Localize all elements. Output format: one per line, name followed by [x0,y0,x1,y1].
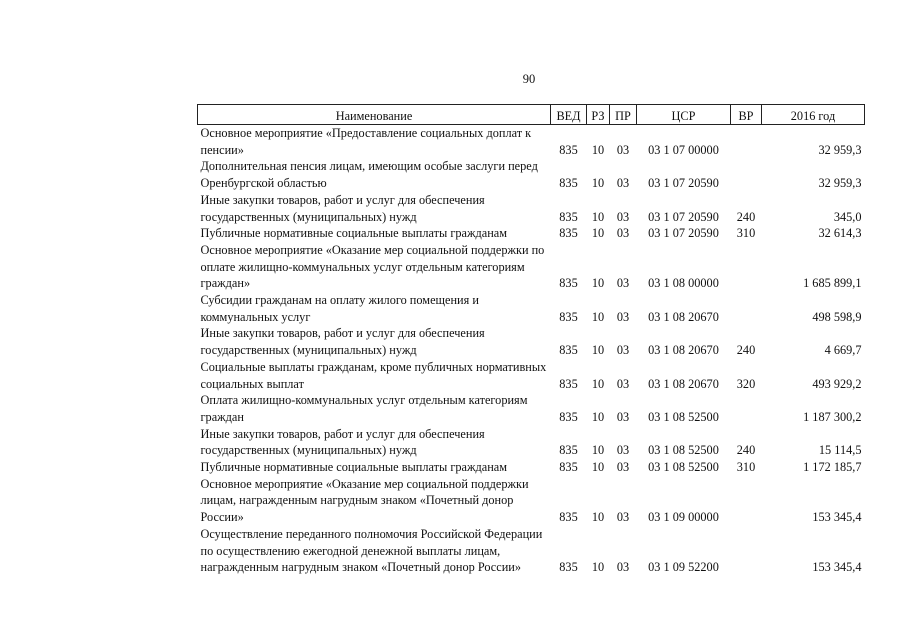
table-header [198,105,865,125]
cell-rz: 10 [591,176,605,191]
cell-name: Оплата жилищно-коммунальных услуг отдельным категориям граждан [200,393,528,424]
cell-pr: 03 [616,343,630,358]
cell-vr: 310 [736,460,756,475]
table-row [198,158,865,191]
cell-ved: 835 [559,276,578,291]
cell-rz: 10 [591,376,605,391]
table-row [198,225,865,242]
cell-ved: 835 [559,176,578,191]
cell-csr: 03 1 08 52500 [648,409,719,424]
cell-ved: 835 [559,560,578,575]
cell-rz: 10 [591,226,605,241]
cell-rz: 10 [591,309,605,324]
cell-amount: 1 685 899,1 [803,276,862,291]
table-row [198,192,865,225]
header-rz: РЗ [587,105,610,125]
cell-csr: 03 1 08 00000 [648,276,719,291]
cell-pr: 03 [616,510,630,525]
cell-pr: 03 [616,409,630,424]
cell-amount: 4 669,7 [824,343,862,358]
table-row [198,325,865,358]
header-name: Наименование [198,105,551,125]
table-row [198,242,865,292]
cell-amount: 1 172 185,7 [803,460,862,475]
cell-vr: 310 [736,226,756,241]
cell-rz: 10 [591,560,605,575]
cell-rz: 10 [591,276,605,291]
cell-pr: 03 [616,226,630,241]
cell-csr: 03 1 07 20590 [648,226,719,241]
cell-pr: 03 [616,209,630,224]
cell-amount: 32 959,3 [818,176,862,191]
table-row [198,526,865,576]
cell-name: Социальные выплаты гражданам, кроме публичных нормативных социальных выплат [200,359,547,391]
cell-pr: 03 [616,376,630,391]
header-ved: ВЕД [551,105,587,125]
cell-ved: 835 [559,443,578,458]
cell-vr: 240 [736,343,756,358]
header-year: 2016 год [762,105,865,125]
budget-table [197,104,865,576]
table-row [198,392,865,425]
cell-rz: 10 [591,443,605,458]
cell-ved: 835 [559,409,578,424]
header-vr: ВР [731,105,762,125]
cell-ved: 835 [559,510,578,525]
cell-csr: 03 1 07 20590 [648,176,719,191]
table-row [198,292,865,325]
cell-ved: 835 [559,376,578,391]
cell-vr [731,125,762,159]
cell-ved: 835 [559,142,578,157]
table-body [198,125,865,576]
cell-amount: 153 345,4 [812,560,862,575]
cell-ved: 835 [559,309,578,324]
cell-csr: 03 1 08 20670 [648,376,719,391]
cell-name: Основное мероприятие «Предоставление социальных доплат к пенсии» [200,126,532,157]
cell-csr: 03 1 07 20590 [648,209,719,224]
cell-amount: 345,0 [833,209,862,224]
cell-vr [731,526,762,576]
cell-name: Основное мероприятие «Оказание мер социальной поддержки лицам, награжденным нагрудным знаком «Почетный донор России» [200,476,529,525]
cell-ved: 835 [559,460,578,475]
cell-name: Иные закупки товаров, работ и услуг для обеспечения государственных (муниципальных) нужд [200,326,485,358]
cell-ved: 835 [559,209,578,224]
cell-vr: 240 [736,443,756,458]
cell-vr: 240 [736,209,756,224]
cell-vr [731,476,762,526]
cell-csr: 03 1 08 52500 [648,460,719,475]
header-csr: ЦСР [637,105,731,125]
page-number: 90 [522,72,536,86]
table-row [198,426,865,459]
cell-name: Иные закупки товаров, работ и услуг для обеспечения государственных (муниципальных) нужд [200,192,485,224]
cell-name: Публичные нормативные социальные выплаты гражданам [200,460,508,475]
table-row [198,459,865,476]
header-row [198,105,865,125]
cell-rz: 10 [591,209,605,224]
cell-name: Субсидии гражданам на оплату жилого помещения и коммунальных услуг [200,293,479,324]
cell-pr: 03 [616,460,630,475]
cell-name: Осуществление переданного полномочия Российской Федерации по осуществлению ежегодной денежной выплаты лицам, награжденным нагрудным знаком «Почетный донор России» [200,526,543,575]
cell-rz: 10 [591,409,605,424]
cell-ved: 835 [559,343,578,358]
cell-csr: 03 1 08 20670 [648,309,719,324]
cell-ved: 835 [559,226,578,241]
cell-vr [731,158,762,191]
cell-vr [731,242,762,292]
cell-amount: 32 614,3 [818,226,862,241]
cell-pr: 03 [616,560,630,575]
cell-csr: 03 1 08 52500 [648,443,719,458]
cell-csr: 03 1 09 00000 [648,510,719,525]
cell-pr: 03 [616,443,630,458]
cell-rz: 10 [591,142,605,157]
cell-pr: 03 [616,142,630,157]
cell-amount: 153 345,4 [812,510,862,525]
cell-name: Основное мероприятие «Оказание мер социальной поддержки по оплате жилищно-коммунальных услуг отдельным категориям граждан» [200,242,545,291]
cell-rz: 10 [591,510,605,525]
cell-name: Иные закупки товаров, работ и услуг для обеспечения государственных (муниципальных) нужд [200,426,485,458]
cell-pr: 03 [616,309,630,324]
cell-amount: 15 114,5 [818,443,862,458]
cell-csr: 03 1 09 52200 [648,560,719,575]
cell-rz: 10 [591,343,605,358]
cell-name: Дополнительная пенсия лицам, имеющим особые заслуги перед Оренбургской областью [200,159,538,191]
cell-vr [731,292,762,325]
cell-pr: 03 [616,176,630,191]
cell-rz: 10 [591,460,605,475]
table-row [198,359,865,392]
cell-vr: 320 [736,376,756,391]
cell-csr: 03 1 08 20670 [648,343,719,358]
cell-amount: 32 959,3 [818,142,862,157]
table-row [198,125,865,159]
header-pr: ПР [610,105,637,125]
cell-amount: 1 187 300,2 [803,409,862,424]
cell-amount: 498 598,9 [812,309,862,324]
cell-amount: 493 929,2 [812,376,862,391]
table-row [198,476,865,526]
cell-vr [731,392,762,425]
cell-name: Публичные нормативные социальные выплаты гражданам [200,226,508,241]
cell-pr: 03 [616,276,630,291]
cell-csr: 03 1 07 00000 [648,142,719,157]
